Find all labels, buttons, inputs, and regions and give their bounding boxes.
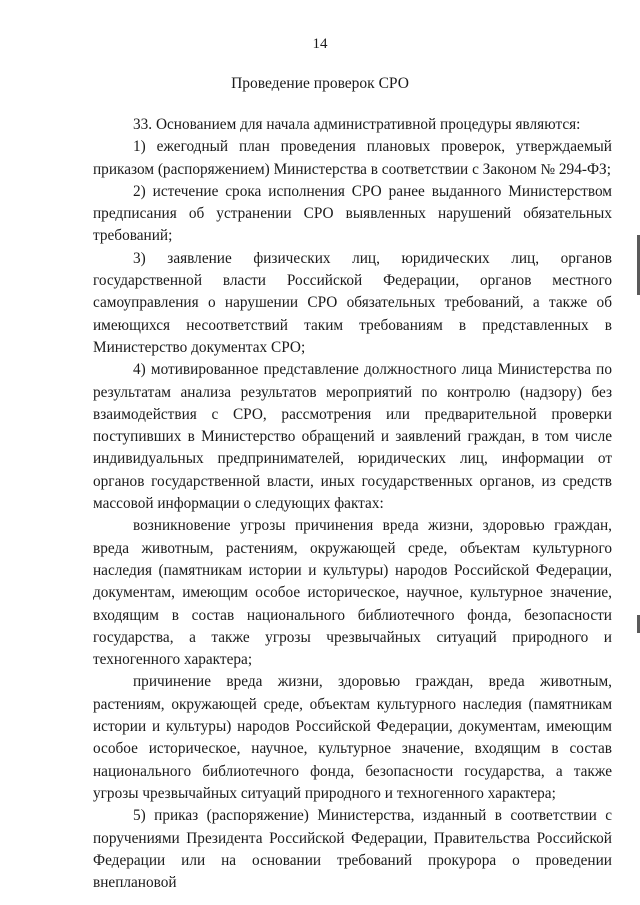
paragraph-item-5: 5) приказ (распоряжение) Министерства, изданный в соответствии с поручениями Президента Российской Федерации, Правительства Российской Федерации или на основании требований прокурора о проведении внеплановой [93, 807, 612, 892]
document-body [93, 114, 612, 894]
page-number: 14 [312, 36, 328, 52]
paragraph-item-2: 2) истечение срока исполнения СРО ранее выданного Министерством предписания об устранении СРО выявленных нарушений обязательных требований; [93, 182, 612, 245]
paragraph-item-4-threat: возникновение угрозы причинения вреда жизни, здоровью граждан, вреда животным, растениям, окружающей среде, объектам культурного наследия (памятникам истории и культуры) народов Российской Федерации, документам, имеющим особое историческое, научное, культурное значение, входящим в состав национального библиотечного фонда, безопасности государства, а также угрозы чрезвычайных ситуаций природного и техногенного характера; [93, 517, 612, 669]
paragraph-item-4: 4) мотивированное представление должностного лица Министерства по результатам анализа результатов мероприятий по контролю (надзору) без взаимодействия с СРО, рассмотрения или предварительной проверки поступивших в Министерство обращений и заявлений граждан, в том числе индивидуальных предпринимателей, юридических лиц, информации от органов государственной власти, иных государственных органов, из средств массовой информации о следующих фактах: [93, 361, 612, 513]
section-heading: Проведение проверок СРО [231, 75, 409, 92]
paragraph-item-1: 1) ежегодный план проведения плановых проверок, утверждаемый приказом (распоряжением) Министерства в соответствии с Законом № 294-ФЗ; [93, 138, 612, 178]
paragraph-item-4-harm: причинение вреда жизни, здоровью граждан, вреда животным, растениям, окружающей среде, объектам культурного наследия (памятникам истории и культуры) народов Российской Федерации, документам, имеющим особое историческое, научное, культурное значение, входящим в состав национального библиотечного фонда, безопасности государства, а также угрозы чрезвычайных ситуаций природного и техногенного характера; [93, 673, 612, 802]
paragraph-item-3: 3) заявление физических лиц, юридических лиц, органов государственной власти Российской Федерации, органов местного самоуправления о нарушении СРО обязательных требований, а также об имеющихся несоответствий таким требованиям в представленных в Министерство документах СРО; [93, 249, 612, 356]
paragraph-33-intro: 33. Основанием для начала административной процедуры являются: [133, 116, 581, 133]
